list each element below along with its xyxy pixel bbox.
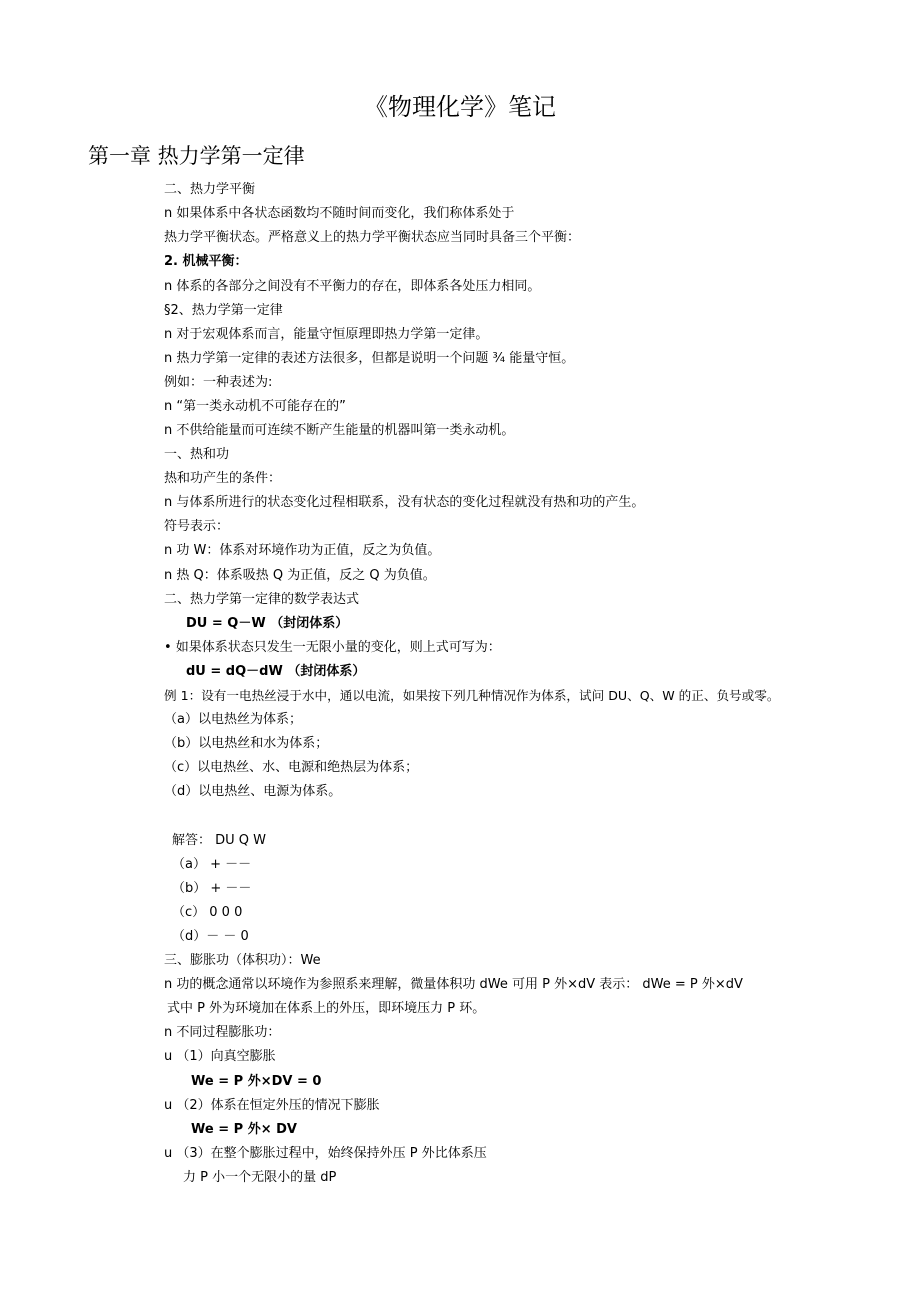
text-line: u （2）体系在恒定外压的情况下膨胀 (164, 1098, 380, 1113)
text-line: 例如：一种表述为: (164, 375, 273, 390)
text-line: 符号表示： (164, 519, 230, 534)
answer-row: （d）－ － 0 (172, 929, 249, 944)
text-line: n 热力学第一定律的表述方法很多，但都是说明一个问题 ¾ 能量守恒。 (164, 351, 575, 366)
text-line: n 如果体系中各状态函数均不随时间而变化，我们称体系处于 (164, 206, 515, 221)
formula-line: DU = Q－W （封闭体系） (186, 616, 349, 631)
text-line: 一、热和功 (164, 447, 230, 462)
text-line: 二、热力学第一定律的数学表达式 (164, 592, 360, 607)
text-line: 式中 P 外为环境加在体系上的外压，即环境压力 P 环。 (167, 1001, 486, 1016)
chapter-heading: 第一章 热力学第一定律 (88, 144, 305, 168)
text-line: n “第一类永动机不可能存在的” (164, 399, 346, 414)
answer-row: （a） + －－ (172, 857, 252, 872)
text-line: u （3）在整个膨胀过程中，始终保持外压 P 外比体系压 (164, 1146, 487, 1161)
text-line: • 如果体系状态只发生一无限小量的变化，则上式可写为： (164, 640, 501, 655)
formula-line: dU = dQ－dW （封闭体系） (186, 664, 366, 679)
text-line: 二、热力学平衡 (164, 182, 256, 197)
text-line: 例 1：设有一电热丝浸于水中，通以电流，如果按下列几种情况作为体系，试问 DU、Q、W 的正、负号或零。 (164, 688, 780, 703)
text-line: 2. 机械平衡： (164, 254, 248, 269)
text-line: n 不同过程膨胀功： (164, 1025, 281, 1040)
text-line: n 热 Q：体系吸热 Q 为正值，反之 Q 为负值。 (164, 568, 436, 583)
text-line: n 功的概念通常以环境作为参照系来理解，微量体积功 dWe 可用 P 外×dV 表示： dWe = P 外×dV (164, 977, 743, 992)
text-line: u （1）向真空膨胀 (164, 1049, 276, 1064)
text-line: （a）以电热丝为体系； (164, 712, 302, 727)
page-title: 《物理化学》笔记 (364, 93, 556, 121)
text-line: n 与体系所进行的状态变化过程相联系，没有状态的变化过程就没有热和功的产生。 (164, 495, 645, 510)
text-line: §2、热力学第一定律 (164, 303, 283, 318)
text-line: n 体系的各部分之间没有不平衡力的存在，即体系各处压力相同。 (164, 279, 541, 294)
text-line: （c）以电热丝、水、电源和绝热层为体系； (164, 760, 419, 775)
answer-row: （b） + －－ (172, 881, 252, 896)
text-line: 三、膨胀功（体积功）：We (164, 953, 321, 968)
text-line: （b）以电热丝和水为体系； (164, 736, 329, 751)
text-line: 力 P 小一个无限小的量 dP (183, 1170, 337, 1185)
formula-line: We = P 外×DV = 0 (191, 1074, 322, 1089)
text-line: n 不供给能量而可连续不断产生能量的机器叫第一类永动机。 (164, 423, 515, 438)
answer-row: （c） 0 0 0 (172, 905, 243, 920)
text-line: （d）以电热丝、电源为体系。 (164, 784, 342, 799)
text-line: n 对于宏观体系而言，能量守恒原理即热力学第一定律。 (164, 327, 489, 342)
answer-header: 解答： DU Q W (172, 833, 267, 848)
text-line: n 功 W：体系对环境作功为正值，反之为负值。 (164, 543, 441, 558)
text-line: 热和功产生的条件： (164, 471, 282, 486)
text-line: 热力学平衡状态。严格意义上的热力学平衡状态应当同时具备三个平衡： (164, 230, 581, 245)
formula-line: We = P 外× DV (191, 1122, 297, 1137)
